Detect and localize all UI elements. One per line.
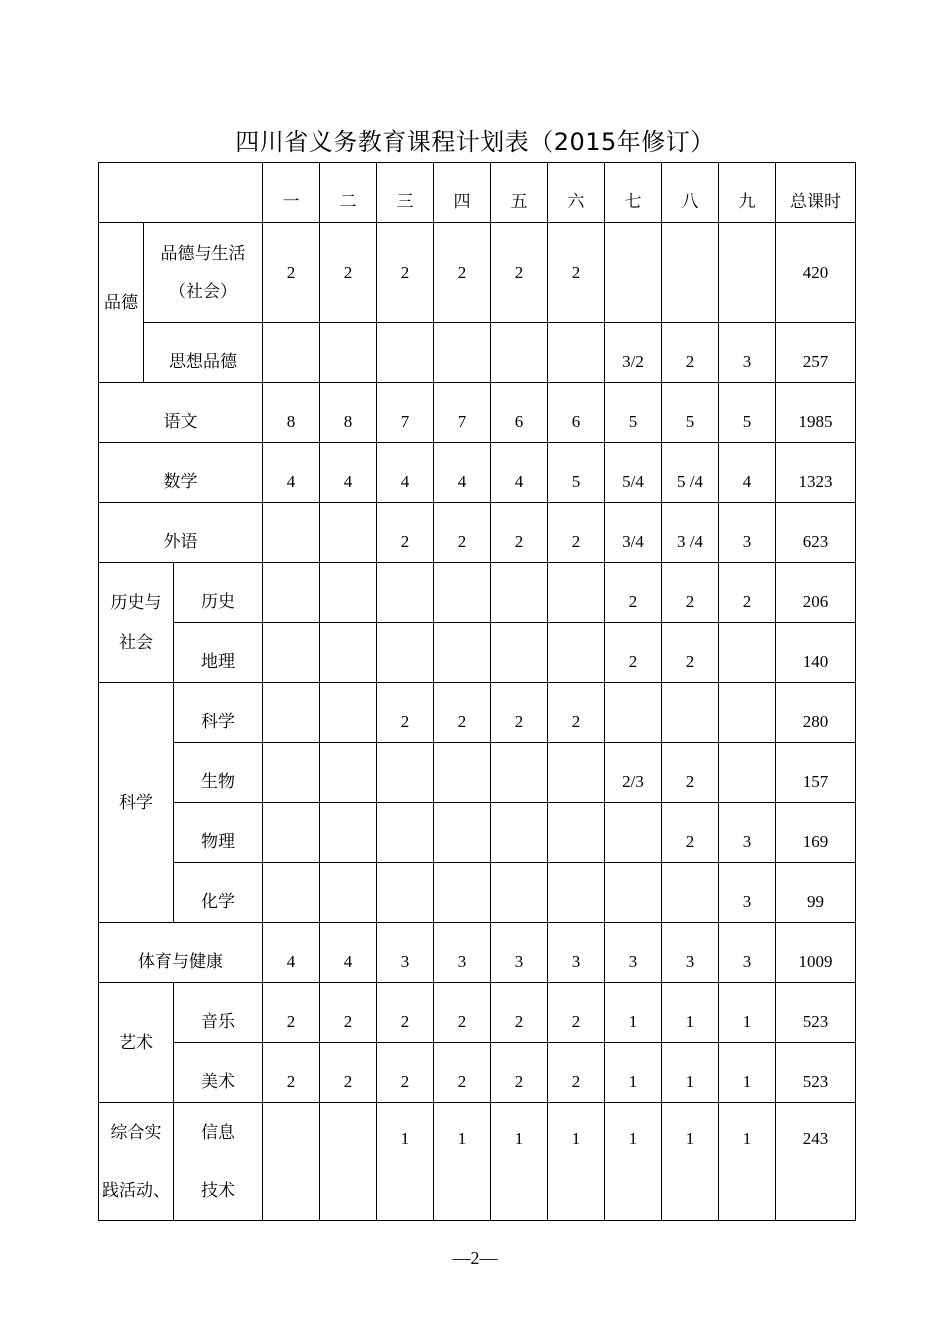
curriculum-table	[98, 162, 856, 1221]
total-cell: 523	[776, 983, 856, 1043]
value-cell: 1	[662, 1043, 719, 1103]
total-cell: 623	[776, 503, 856, 563]
value-cell: 2	[434, 1043, 491, 1103]
subject-pinde-shenghuo	[144, 223, 263, 323]
subject-waiyu: 外语	[99, 503, 263, 563]
value-cell: 3	[719, 323, 776, 383]
total-cell: 1985	[776, 383, 856, 443]
value-cell	[548, 563, 605, 623]
value-cell	[263, 623, 320, 683]
value-cell	[320, 503, 377, 563]
subject-lishi: 历史	[174, 563, 263, 623]
value-cell: 2	[434, 223, 491, 323]
value-cell: 5	[548, 443, 605, 503]
total-cell: 206	[776, 563, 856, 623]
value-cell: 1	[491, 1103, 548, 1221]
value-cell	[377, 803, 434, 863]
value-cell: 1	[662, 983, 719, 1043]
value-cell: 1	[605, 1043, 662, 1103]
group-kexue: 科学	[99, 683, 174, 923]
value-cell	[320, 323, 377, 383]
value-cell: 2	[263, 223, 320, 323]
value-cell: 5 /4	[662, 443, 719, 503]
value-cell: 5	[719, 383, 776, 443]
value-cell	[263, 863, 320, 923]
value-cell	[320, 1103, 377, 1221]
header-grade-7: 七	[605, 163, 662, 223]
value-cell: 3	[377, 923, 434, 983]
value-cell: 2	[719, 563, 776, 623]
value-cell	[434, 743, 491, 803]
value-cell	[377, 623, 434, 683]
total-cell: 257	[776, 323, 856, 383]
value-cell: 8	[320, 383, 377, 443]
value-cell	[605, 223, 662, 323]
value-cell	[491, 743, 548, 803]
header-grade-6: 六	[548, 163, 605, 223]
value-cell	[434, 623, 491, 683]
value-cell	[434, 863, 491, 923]
page-title: 四川省义务教育课程计划表（2015年修订）	[235, 128, 715, 156]
value-cell	[263, 563, 320, 623]
header-grade-3: 三	[377, 163, 434, 223]
group-label-line: 社会	[119, 632, 153, 653]
value-cell: 4	[434, 443, 491, 503]
value-cell	[263, 743, 320, 803]
value-cell: 3	[662, 923, 719, 983]
value-cell	[263, 803, 320, 863]
value-cell	[548, 323, 605, 383]
subject-tiyu: 体育与健康	[99, 923, 263, 983]
value-cell	[662, 863, 719, 923]
value-cell: 2	[491, 223, 548, 323]
value-cell: 1	[719, 983, 776, 1043]
value-cell: 4	[719, 443, 776, 503]
value-cell: 3 /4	[662, 503, 719, 563]
value-cell: 4	[377, 443, 434, 503]
value-cell	[719, 623, 776, 683]
value-cell	[548, 623, 605, 683]
group-lishi-shehui	[99, 563, 174, 683]
value-cell: 2	[662, 323, 719, 383]
value-cell	[719, 743, 776, 803]
value-cell: 2	[548, 503, 605, 563]
value-cell: 2	[320, 983, 377, 1043]
subject-label-line: （社会）	[169, 281, 237, 302]
value-cell	[320, 563, 377, 623]
table-row	[99, 683, 856, 743]
value-cell	[719, 683, 776, 743]
table-row	[99, 323, 856, 383]
subject-huaxue: 化学	[174, 863, 263, 923]
table-row	[99, 623, 856, 683]
header-grade-8: 八	[662, 163, 719, 223]
value-cell: 2	[548, 983, 605, 1043]
subject-wuli: 物理	[174, 803, 263, 863]
value-cell	[491, 803, 548, 863]
value-cell: 6	[491, 383, 548, 443]
value-cell	[548, 803, 605, 863]
value-cell: 2	[434, 983, 491, 1043]
value-cell	[491, 623, 548, 683]
value-cell	[377, 863, 434, 923]
value-cell: 2	[491, 683, 548, 743]
value-cell	[434, 323, 491, 383]
subject-yuwen: 语文	[99, 383, 263, 443]
header-corner-cell	[99, 163, 263, 223]
value-cell: 6	[548, 383, 605, 443]
subject-dili: 地理	[174, 623, 263, 683]
value-cell: 2	[548, 1043, 605, 1103]
total-cell: 243	[776, 1103, 856, 1221]
value-cell: 2	[377, 1043, 434, 1103]
value-cell: 3	[719, 863, 776, 923]
value-cell: 3/2	[605, 323, 662, 383]
total-cell: 169	[776, 803, 856, 863]
value-cell: 1	[719, 1103, 776, 1221]
value-cell: 5	[605, 383, 662, 443]
subject-xinxi	[174, 1103, 263, 1221]
value-cell: 3	[719, 803, 776, 863]
value-cell: 2	[320, 223, 377, 323]
group-yishu: 艺术	[99, 983, 174, 1103]
value-cell: 3	[548, 923, 605, 983]
group-zonghe	[99, 1103, 174, 1221]
value-cell	[605, 683, 662, 743]
value-cell: 1	[605, 983, 662, 1043]
group-label-line: 践活动、	[102, 1180, 170, 1201]
subject-meishu: 美术	[174, 1043, 263, 1103]
value-cell	[605, 803, 662, 863]
value-cell: 2	[263, 983, 320, 1043]
group-label-line: 综合实	[110, 1122, 162, 1143]
header-total: 总课时	[776, 163, 856, 223]
value-cell: 4	[320, 443, 377, 503]
value-cell: 2	[320, 1043, 377, 1103]
header-row	[99, 163, 856, 223]
value-cell	[491, 863, 548, 923]
table-row	[99, 923, 856, 983]
value-cell	[263, 683, 320, 743]
subject-kexue: 科学	[174, 683, 263, 743]
total-cell: 140	[776, 623, 856, 683]
value-cell: 5/4	[605, 443, 662, 503]
subject-label-line: 信息	[201, 1122, 235, 1143]
value-cell	[263, 1103, 320, 1221]
value-cell: 3	[719, 923, 776, 983]
header-grade-1: 一	[263, 163, 320, 223]
value-cell: 2	[491, 1043, 548, 1103]
value-cell	[377, 323, 434, 383]
header-grade-4: 四	[434, 163, 491, 223]
value-cell: 3	[434, 923, 491, 983]
table-row	[99, 383, 856, 443]
value-cell	[320, 743, 377, 803]
value-cell	[320, 803, 377, 863]
value-cell: 4	[263, 923, 320, 983]
value-cell: 2	[491, 983, 548, 1043]
value-cell	[320, 863, 377, 923]
table-row	[99, 803, 856, 863]
value-cell: 4	[320, 923, 377, 983]
value-cell	[548, 743, 605, 803]
table-row	[99, 503, 856, 563]
value-cell: 1	[662, 1103, 719, 1221]
value-cell: 1	[434, 1103, 491, 1221]
value-cell: 2	[377, 683, 434, 743]
value-cell: 2	[605, 563, 662, 623]
value-cell: 2	[377, 983, 434, 1043]
value-cell	[263, 323, 320, 383]
table-row	[99, 443, 856, 503]
value-cell	[662, 683, 719, 743]
value-cell: 2	[263, 1043, 320, 1103]
value-cell	[491, 563, 548, 623]
value-cell: 1	[719, 1043, 776, 1103]
value-cell: 5	[662, 383, 719, 443]
value-cell: 7	[377, 383, 434, 443]
table-row	[99, 983, 856, 1043]
value-cell: 2	[662, 623, 719, 683]
total-cell: 1009	[776, 923, 856, 983]
page-number: —2—	[452, 1248, 498, 1268]
total-cell: 1323	[776, 443, 856, 503]
value-cell	[377, 743, 434, 803]
value-cell: 4	[263, 443, 320, 503]
value-cell: 3	[719, 503, 776, 563]
total-cell: 420	[776, 223, 856, 323]
value-cell: 3	[491, 923, 548, 983]
subject-yinyue: 音乐	[174, 983, 263, 1043]
value-cell: 2	[605, 623, 662, 683]
value-cell	[377, 563, 434, 623]
header-grade-5: 五	[491, 163, 548, 223]
value-cell: 2	[377, 503, 434, 563]
subject-label-line: 品德与生活	[160, 243, 246, 264]
value-cell: 2/3	[605, 743, 662, 803]
value-cell	[548, 863, 605, 923]
value-cell: 2	[377, 223, 434, 323]
total-cell: 99	[776, 863, 856, 923]
value-cell: 2	[434, 503, 491, 563]
value-cell: 2	[662, 743, 719, 803]
total-cell: 280	[776, 683, 856, 743]
value-cell: 3/4	[605, 503, 662, 563]
value-cell	[719, 223, 776, 323]
value-cell: 4	[491, 443, 548, 503]
value-cell: 2	[548, 223, 605, 323]
value-cell: 2	[662, 803, 719, 863]
subject-sixiang-pinde: 思想品德	[144, 323, 263, 383]
table-row	[99, 223, 856, 323]
value-cell	[434, 563, 491, 623]
table-row	[99, 563, 856, 623]
subject-shengwu: 生物	[174, 743, 263, 803]
value-cell	[320, 623, 377, 683]
table-row	[99, 1043, 856, 1103]
subject-shuxue: 数学	[99, 443, 263, 503]
value-cell: 1	[548, 1103, 605, 1221]
value-cell	[434, 803, 491, 863]
value-cell	[605, 863, 662, 923]
value-cell: 3	[605, 923, 662, 983]
total-cell: 157	[776, 743, 856, 803]
group-pinde: 品德	[99, 223, 144, 383]
subject-label-line: 技术	[201, 1180, 235, 1201]
value-cell: 2	[548, 683, 605, 743]
group-label-line: 历史与	[110, 592, 162, 613]
value-cell	[263, 503, 320, 563]
table-row	[99, 743, 856, 803]
value-cell: 2	[491, 503, 548, 563]
header-grade-9: 九	[719, 163, 776, 223]
value-cell	[662, 223, 719, 323]
header-grade-2: 二	[320, 163, 377, 223]
value-cell: 2	[434, 683, 491, 743]
table-row	[99, 1103, 856, 1221]
value-cell: 1	[605, 1103, 662, 1221]
value-cell: 8	[263, 383, 320, 443]
value-cell	[320, 683, 377, 743]
table-row	[99, 863, 856, 923]
value-cell: 7	[434, 383, 491, 443]
total-cell: 523	[776, 1043, 856, 1103]
value-cell: 1	[377, 1103, 434, 1221]
value-cell: 2	[662, 563, 719, 623]
value-cell	[491, 323, 548, 383]
